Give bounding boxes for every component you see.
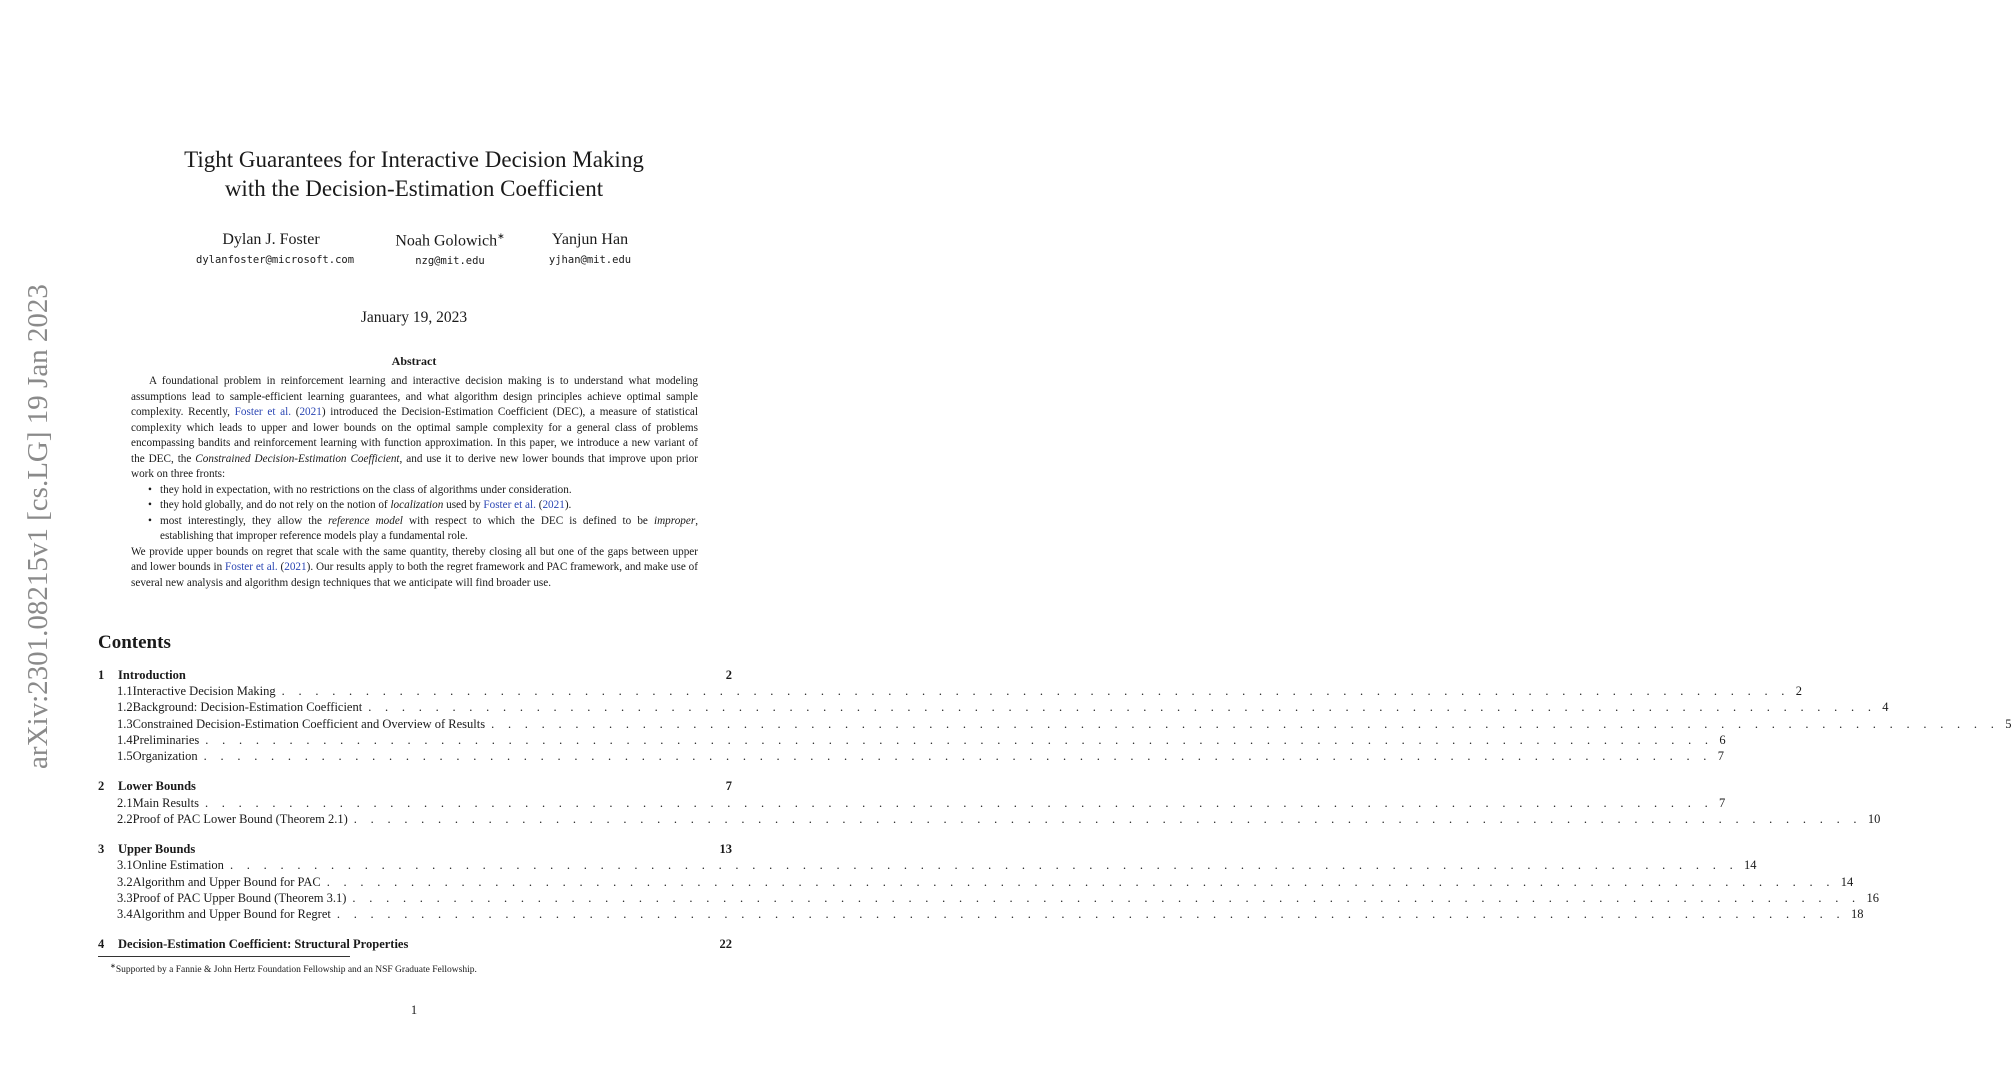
toc-leader-dots: . . . . . . . . . . . . . . . . . . . . . . . . . . . . . . . . . . . . . . . . . . . . . . . . . . . . . . . . . . . . . . . . . . . . . . . . . . . . . . . . . . . . . . . . . . — [326, 874, 1835, 889]
footnote: ∗Supported by a Fannie & John Hertz Foundation Fellowship and an NSF Graduate Fellowship. — [110, 962, 477, 976]
toc-page-number[interactable]: 22 — [719, 937, 732, 952]
toc-page-number[interactable]: 14 — [1744, 858, 1757, 873]
author-3 — [530, 231, 650, 266]
toc-subsection-number: 1.1 — [117, 684, 133, 699]
toc-subsection[interactable] — [98, 749, 1724, 765]
toc-page-number[interactable]: 7 — [1719, 795, 1726, 810]
abstract-bullet: • they hold in expectation, with no restrictions on the class of algorithms under consideration. — [148, 483, 698, 499]
author-name: Noah Golowich∗ — [395, 231, 505, 250]
toc-subsection[interactable] — [98, 716, 2011, 732]
toc-subsection-title[interactable]: Main Results — [132, 795, 199, 810]
toc-leader-dots: . . . . . . . . . . . . . . . . . . . . . . . . . . . . . . . . . . . . . . . . . . . . . . . . . . . . . . . . . . . . . . . . . . . . . . . . . . . . . . . . . . . . . . . . . . — [205, 733, 1714, 748]
toc-subsection[interactable] — [98, 874, 1854, 890]
arxiv-identifier — [18, 283, 58, 769]
toc-page-number[interactable]: 2 — [1795, 684, 1802, 699]
author-name: Dylan J. Foster — [222, 231, 320, 248]
abstract-paragraph-2: We provide upper bounds on regret that scale with the same quantity, thereby closing all but one of the gaps between upper and lower bounds in Foster et al. (2021). Our results apply to both the regret framework and PAC framework, and make use of several new analysis and algorithm design techniques that we anticipate will find broader use. — [131, 545, 699, 589]
contents-heading: Contents — [98, 632, 171, 653]
toc-subsection-title[interactable]: Online Estimation — [132, 858, 224, 873]
author-email: dylanfoster@microsoft.com — [196, 254, 355, 266]
toc-leader-dots: . . . . . . . . . . . . . . . . . . . . . . . . . . . . . . . . . . . . . . . . . . . . . . . . . . . . . . . . . . . . . . . . . . . . . . . . . . . . . . . . . . . . . . . . . . — [368, 700, 1877, 715]
author-email: yjhan@mit.edu — [548, 254, 632, 266]
toc-leader-dots: . . . . . . . . . . . . . . . . . . . . . . . . . . . . . . . . . . . . . . . . . . . . . . . . . . . . . . . . . . . . . . . . . . . . . . . . . . . . . . . . . . . . . . . . . . — [352, 890, 1861, 905]
toc-section-title[interactable]: Lower Bounds — [118, 779, 196, 794]
citation-year-link[interactable]: 2021 — [284, 561, 307, 573]
toc-page-number[interactable]: 7 — [725, 779, 732, 794]
toc-leader-dots: . . . . . . . . . . . . . . . . . . . . . . . . . . . . . . . . . . . . . . . . . . . . . . . . . . . . . . . . . . . . . . . . . . . . . . . . . . . . . . . . . . . . . . . . . . — [229, 858, 1739, 873]
toc-subsection-title[interactable]: Organization — [132, 749, 198, 764]
title-line-2: with the Decision-Estimation Coefficient — [224, 176, 604, 201]
toc-subsection-number: 1.4 — [117, 733, 133, 748]
toc-page-number[interactable]: 4 — [1882, 700, 1889, 715]
toc-page-number[interactable]: 13 — [719, 841, 732, 856]
citation-year-link[interactable]: 2021 — [542, 499, 565, 511]
toc-subsection-number: 3.1 — [117, 858, 133, 873]
toc-subsection-number: 2.1 — [117, 795, 133, 810]
toc-leader-dots: . . . . . . . . . . . . . . . . . . . . . . . . . . . . . . . . . . . . . . . . . . . . . . . . . . . . . . . . . . . . . . . . . . . . . . . . . . . . . . . . . . . . . . . . . . — [491, 716, 2000, 731]
toc-subsection-number: 3.4 — [117, 907, 133, 922]
toc-section[interactable] — [98, 778, 732, 795]
abstract-body — [131, 374, 698, 591]
toc-page-number[interactable]: 14 — [1840, 874, 1854, 889]
toc-subsection-title[interactable]: Algorithm and Upper Bound for Regret — [132, 907, 331, 922]
author-2 — [380, 231, 520, 267]
table-of-contents — [98, 667, 2011, 953]
abstract-bullet-list — [131, 483, 698, 545]
toc-page-number[interactable]: 5 — [2005, 716, 2011, 731]
toc-subsection-title[interactable]: Constrained Decision-Estimation Coefficient and Overview of Results — [132, 716, 486, 731]
footnote-rule — [98, 956, 350, 957]
toc-section-title[interactable]: Introduction — [118, 667, 186, 682]
paper-date: January 19, 2023 — [360, 309, 468, 326]
citation-link[interactable]: Foster et al. — [225, 561, 278, 573]
toc-subsection-title[interactable]: Proof of PAC Upper Bound (Theorem 3.1) — [132, 890, 347, 905]
toc-subsection[interactable] — [98, 906, 1864, 922]
toc-subsection-number: 1.3 — [117, 716, 133, 731]
citation-link[interactable]: Foster et al. — [483, 499, 536, 511]
toc-subsection-number: 1.2 — [117, 700, 133, 715]
toc-subsection-title[interactable]: Proof of PAC Lower Bound (Theorem 2.1) — [132, 811, 348, 826]
footnote-marker: ∗ — [110, 962, 116, 970]
page-number: 1 — [410, 1003, 418, 1017]
title-line-1: Tight Guarantees for Interactive Decision Making — [184, 147, 644, 172]
author-email: nzg@mit.edu — [415, 255, 485, 268]
toc-subsection[interactable] — [98, 684, 1802, 700]
toc-section-number: 3 — [98, 841, 105, 856]
toc-section-title[interactable]: Upper Bounds — [118, 841, 196, 856]
toc-subsection-number: 2.2 — [117, 811, 133, 826]
toc-subsection[interactable] — [98, 795, 1726, 811]
toc-subsection[interactable] — [98, 811, 1881, 827]
abstract-heading: Abstract — [391, 354, 437, 368]
toc-leader-dots: . . . . . . . . . . . . . . . . . . . . . . . . . . . . . . . . . . . . . . . . . . . . . . . . . . . . . . . . . . . . . . . . . . . . . . . . . . . . . . . . . . . . . . . . . . — [336, 907, 1845, 922]
toc-page-number[interactable]: 16 — [1866, 890, 1879, 905]
toc-section-title[interactable]: Decision-Estimation Coefficient: Structural Properties — [118, 937, 409, 952]
toc-subsection[interactable] — [98, 858, 1757, 874]
toc-subsection[interactable] — [98, 700, 1889, 716]
toc-subsection-number: 3.2 — [117, 874, 133, 889]
toc-page-number[interactable]: 6 — [1719, 733, 1726, 748]
toc-subsection-title[interactable]: Interactive Decision Making — [132, 684, 276, 699]
toc-gap — [98, 828, 732, 842]
toc-section[interactable] — [98, 936, 732, 953]
arxiv-identifier-text: arXiv:2301.08215v1 [cs.LG] 19 Jan 2023 — [21, 283, 54, 769]
toc-subsection-number: 1.5 — [117, 749, 133, 764]
paper-title — [100, 145, 728, 203]
toc-subsection[interactable] — [98, 732, 1726, 748]
toc-section-number: 4 — [98, 937, 105, 952]
toc-leader-dots: . . . . . . . . . . . . . . . . . . . . . . . . . . . . . . . . . . . . . . . . . . . . . . . . . . . . . . . . . . . . . . . . . . . . . . . . . . . . . . . . . . . . . . . . . . — [281, 684, 1790, 699]
author-name: Yanjun Han — [551, 231, 629, 248]
toc-page-number[interactable]: 18 — [1850, 907, 1864, 922]
toc-section-number: 1 — [98, 667, 105, 682]
toc-page-number[interactable]: 10 — [1867, 811, 1881, 826]
abstract-paragraph-1: A foundational problem in reinforcement learning and interactive decision making is to understand what modeling assumptions lead to sample-efficient learning guarantees, and what algorithm design principles achieve optimal sample complexity. Recently, Foster et al. (2021) introduced the Decision-Estimation Coefficient (DEC), a measure of statistical complexity which leads to upper and lower bounds on the optimal sample complexity for a general class of problems encompassing bandits and reinforcement learning with function approximation. In this paper, we introduce a new variant of the DEC, the Constrained Decision-Estimation Coefficient, and use it to derive new lower bounds that improve upon prior work on three fronts: — [131, 375, 698, 480]
citation-link[interactable]: Foster et al. (2021) — [234, 406, 326, 418]
toc-section-number: 2 — [98, 779, 105, 794]
toc-subsection-title[interactable]: Preliminaries — [132, 733, 200, 748]
toc-leader-dots: . . . . . . . . . . . . . . . . . . . . . . . . . . . . . . . . . . . . . . . . . . . . . . . . . . . . . . . . . . . . . . . . . . . . . . . . . . . . . . . . . . . . . . . . . . — [203, 749, 1712, 764]
toc-gap — [98, 923, 732, 937]
toc-subsection-number: 3.3 — [117, 890, 133, 905]
toc-page-number[interactable]: 7 — [1717, 749, 1724, 764]
abstract-bullet: • most interestingly, they allow the reference model with respect to which the DEC is defined to be improper, establishing that improper reference models play a fundamental role. — [148, 514, 698, 545]
author-1 — [196, 231, 355, 266]
toc-subsection-title[interactable]: Background: Decision-Estimation Coefficient — [132, 700, 363, 715]
toc-section[interactable] — [98, 667, 732, 684]
author-footnote-marker: ∗ — [497, 231, 505, 241]
abstract-bullet: • they hold globally, and do not rely on the notion of localization used by Foster et al. (2021). — [148, 498, 698, 514]
toc-leader-dots: . . . . . . . . . . . . . . . . . . . . . . . . . . . . . . . . . . . . . . . . . . . . . . . . . . . . . . . . . . . . . . . . . . . . . . . . . . . . . . . . . . . . . . . . . . — [353, 811, 1862, 826]
toc-section[interactable] — [98, 841, 732, 858]
toc-leader-dots: . . . . . . . . . . . . . . . . . . . . . . . . . . . . . . . . . . . . . . . . . . . . . . . . . . . . . . . . . . . . . . . . . . . . . . . . . . . . . . . . . . . . . . . . . . — [204, 795, 1714, 810]
toc-subsection[interactable] — [98, 890, 1879, 906]
toc-subsection-title[interactable]: Algorithm and Upper Bound for PAC — [132, 874, 321, 889]
toc-gap — [98, 765, 732, 779]
toc-page-number[interactable]: 2 — [725, 667, 732, 682]
